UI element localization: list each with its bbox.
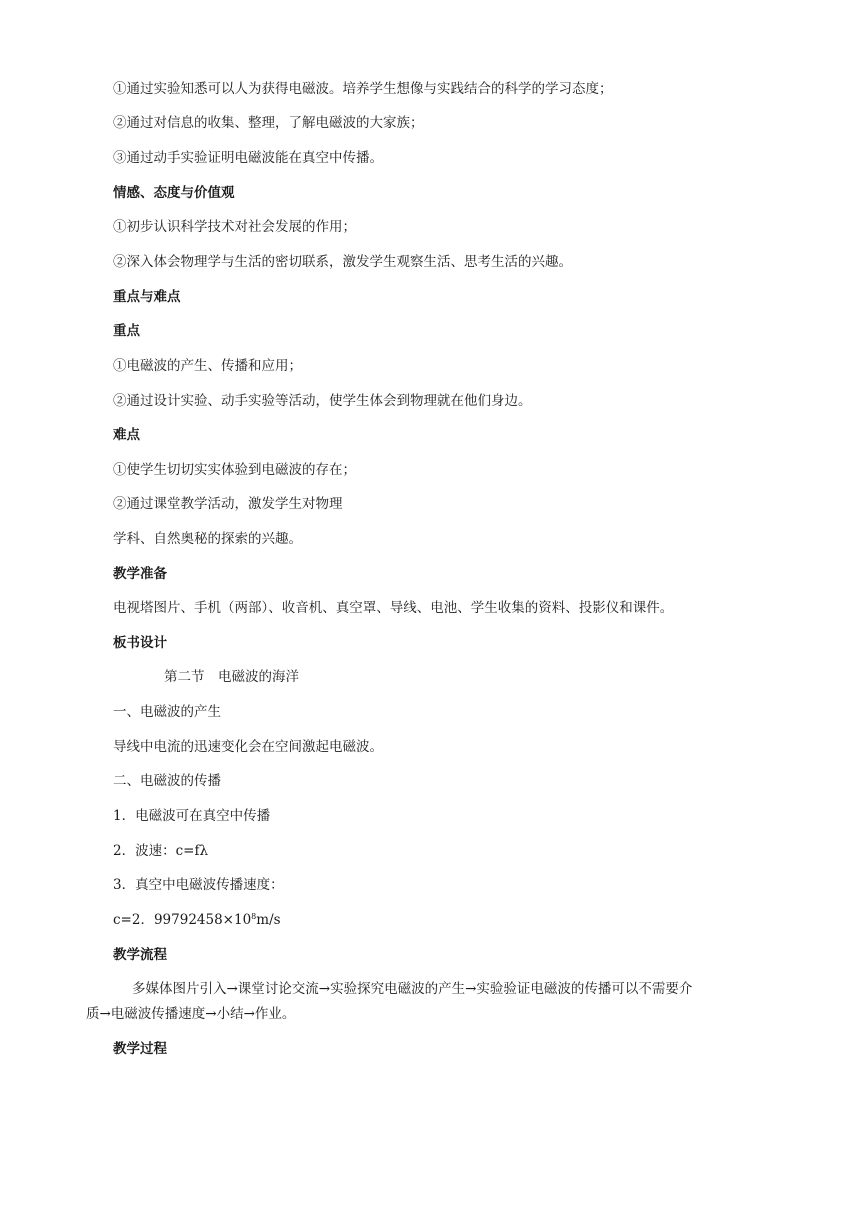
section-heading-keypoints: 重点与难点 xyxy=(113,289,181,305)
board-item-2-point-1: 1．电磁波可在真空中传播 xyxy=(113,808,271,824)
flow-text-line-1: 多媒体图片引入→课堂讨论交流→实验探究电磁波的产生→实验验证电磁波的传播可以不需要介 xyxy=(132,981,693,997)
speed-formula-exponent: 8 xyxy=(251,912,257,921)
objective-line-1: ①通过实验知悉可以人为获得电磁波。培养学生想像与实践结合的科学的学习态度； xyxy=(113,81,613,97)
section-heading-flow: 教学流程 xyxy=(113,947,167,963)
section-heading-attitude: 情感、态度与价值观 xyxy=(113,185,235,201)
board-item-1-text: 导线中电流的迅速变化会在空间激起电磁波。 xyxy=(113,739,383,755)
subheading-difficulty: 难点 xyxy=(113,427,140,443)
flow-text-line-2: 质→电磁波传播速度→小结→作业。 xyxy=(86,1006,296,1022)
focus-line-1: ①电磁波的产生、传播和应用； xyxy=(113,358,302,374)
difficulty-line-2: ②通过课堂教学活动，激发学生对物理 xyxy=(113,496,343,512)
preparation-text: 电视塔图片、手机（两部）、收音机、真空罩、导线、电池、学生收集的资料、投影仪和课件。 xyxy=(113,600,674,616)
board-item-2-point-3: 3．真空中电磁波传播速度： xyxy=(113,877,284,893)
speed-formula-base: c=2．99792458×10 xyxy=(113,912,252,928)
difficulty-line-1: ①使学生切切实实体验到电磁波的存在； xyxy=(113,462,356,478)
objective-line-2: ②通过对信息的收集、整理，了解电磁波的大家族； xyxy=(113,115,424,131)
focus-line-2: ②通过设计实验、动手实验等活动，使学生体会到物理就在他们身边。 xyxy=(113,393,532,409)
board-item-1-heading: 一、电磁波的产生 xyxy=(113,704,221,720)
board-item-2-heading: 二、电磁波的传播 xyxy=(113,773,221,789)
subheading-focus: 重点 xyxy=(113,323,140,339)
board-title: 第二节 电磁波的海洋 xyxy=(164,669,299,685)
objective-line-3: ③通过动手实验证明电磁波能在真空中传播。 xyxy=(113,150,383,166)
board-item-2-point-2: 2．波速：c=fλ xyxy=(113,843,209,859)
section-heading-process: 教学过程 xyxy=(113,1041,167,1057)
section-heading-board-design: 板书设计 xyxy=(113,635,167,651)
attitude-line-2: ②深入体会物理学与生活的密切联系，激发学生观察生活、思考生活的兴趣。 xyxy=(113,254,572,270)
attitude-line-1: ①初步认识科学技术对社会发展的作用； xyxy=(113,219,356,235)
speed-formula-unit: m/s xyxy=(256,912,281,928)
speed-formula xyxy=(113,911,281,929)
difficulty-line-3: 学科、自然奥秘的探索的兴趣。 xyxy=(113,531,302,547)
section-heading-preparation: 教学准备 xyxy=(113,566,167,582)
